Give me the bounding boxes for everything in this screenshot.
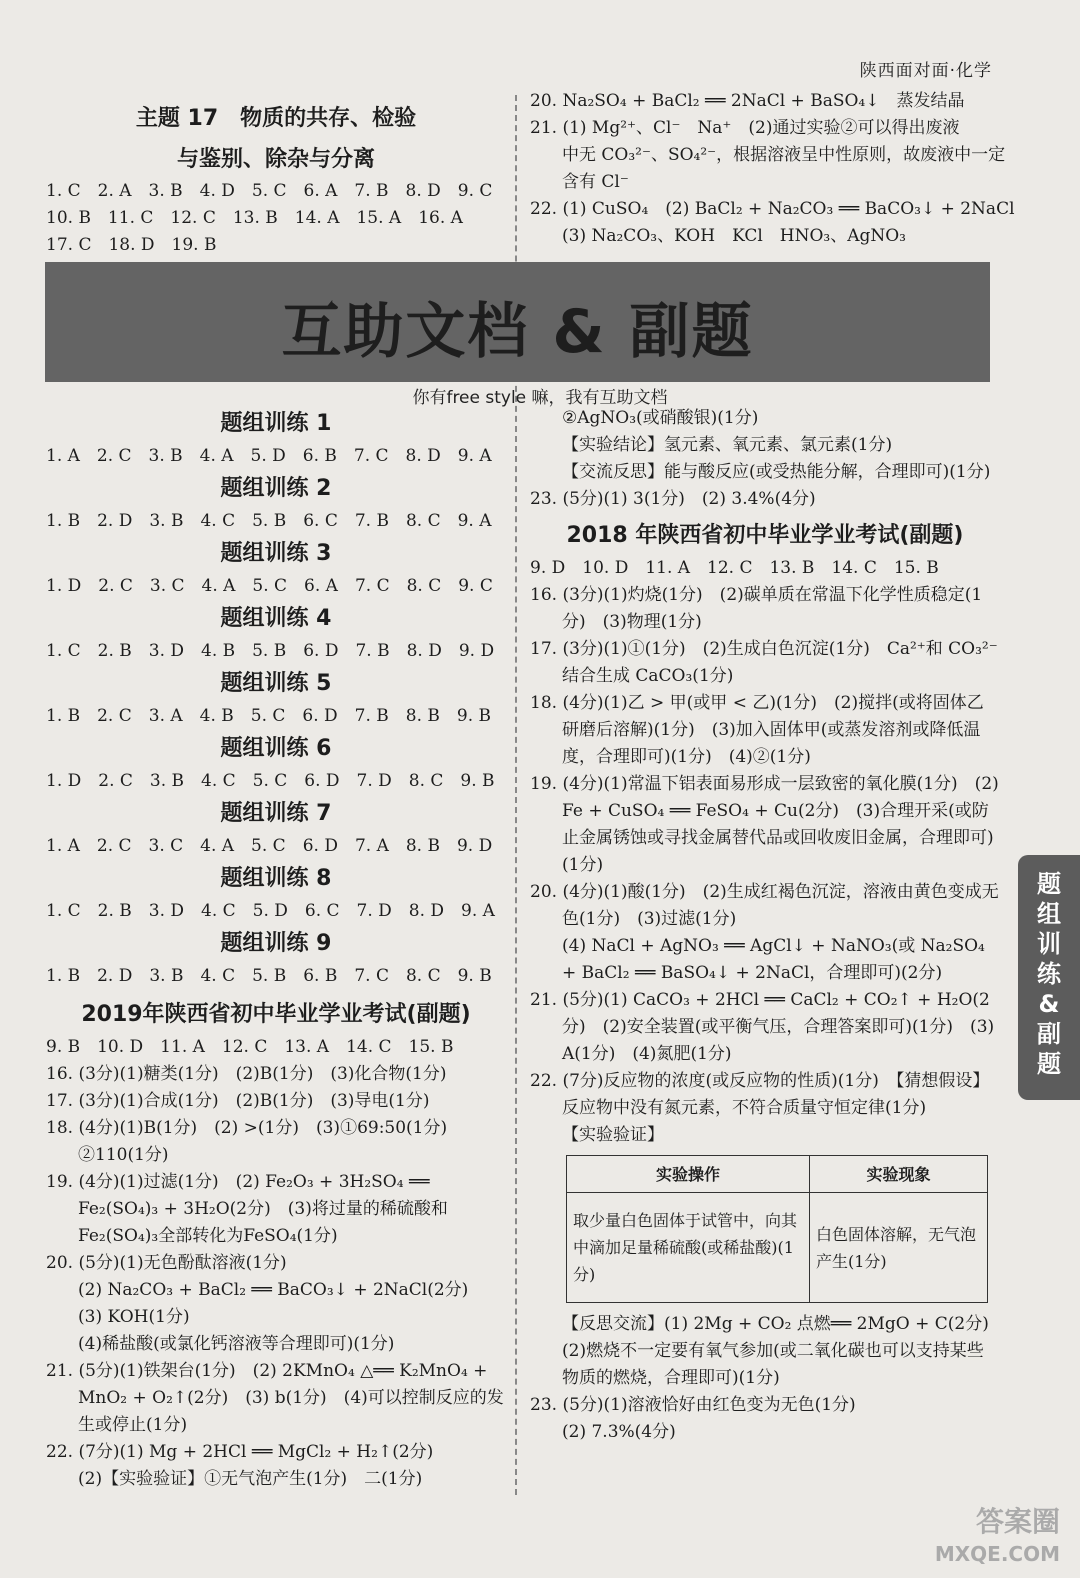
side-tab-char: &	[1038, 990, 1060, 1018]
group-answers: 1. D 2. C 3. C 4. A 5. C 6. A 7. C 8. C 9. C	[46, 576, 493, 596]
left-column-lower	[46, 405, 506, 1493]
answer-line: 【实验验证】	[562, 1125, 664, 1145]
answer-line: 9. B 10. D 11. A 12. C 13. A 14. C 15. B	[46, 1037, 454, 1057]
side-tab-char: 副	[1037, 1020, 1061, 1048]
side-tab-char: 题	[1037, 870, 1061, 898]
group-answers: 1. B 2. C 3. A 4. B 5. C 6. D 7. B 8. B 9. B	[46, 706, 491, 726]
watermark-logo	[935, 1506, 1060, 1570]
page-header: 陕西面对面·化学	[859, 61, 992, 81]
group-answers: 1. B 2. D 3. B 4. C 5. B 6. C 7. B 8. C 9. A	[46, 511, 492, 531]
answer-line: 23. (5分)(1)溶液恰好由红色变为无色(1分)	[530, 1395, 856, 1415]
answer-line: 16. (3分)(1)灼烧(1分) (2)碳单质在常温下化学性质稳定(1分) (3)物理(1分)	[530, 585, 983, 632]
answer-row: 10. B 11. C 12. C 13. B 14. A 15. A 16. A	[46, 208, 463, 228]
group-title: 题组训练 7	[220, 801, 332, 826]
answer-row: 17. C 18. D 19. B	[46, 235, 217, 255]
right-column-lower	[530, 405, 1000, 1446]
answer-line: (2)燃烧不一定要有氧气参加(或二氧化碳也可以支持某些物质的燃烧，合理即可)(1分)	[562, 1341, 984, 1388]
answer-row: 1. C 2. A 3. B 4. D 5. C 6. A 7. B 8. D 9. C	[46, 181, 493, 201]
group-title: 题组训练 5	[220, 671, 332, 696]
answer-line: 9. D 10. D 11. A 12. C 13. B 14. C 15. B	[530, 558, 939, 578]
watermark-url: MXQE.COM	[934, 1542, 1060, 1566]
answer-line: 18. (4分)(1)B(1分) (2) >(1分) (3)①69:50(1分) ②110(1分)	[46, 1118, 465, 1165]
answer-line: 16. (3分)(1)糖类(1分) (2)B(1分) (3)化合物(1分)	[46, 1064, 447, 1084]
answer-line: (4) NaCl + AgNO₃ ══ AgCl↓ + NaNO₃(或 Na₂SO₄ + BaCl₂ ══ BaSO₄↓ + 2NaCl，合理即可)(2分)	[562, 936, 985, 983]
answer-line: 21. (1) Mg²⁺、Cl⁻ Na⁺ (2)通过实验②可以得出废液	[530, 118, 960, 138]
group-title: 题组训练 3	[220, 541, 332, 566]
answer-line: 【交流反思】能与酸反应(或受热能分解，合理即可)(1分)	[562, 462, 991, 482]
group-title: 题组训练 8	[220, 866, 332, 891]
banner-title: 互助文档 & 副题	[281, 297, 754, 367]
group-answers: 1. A 2. C 3. B 4. A 5. D 6. B 7. C 8. D 9. A	[46, 446, 492, 466]
exam-2018-title: 2018 年陕西省初中毕业学业考试(副题)	[566, 523, 964, 548]
answer-line: 18. (4分)(1)乙 > 甲(或甲 < 乙)(1分) (2)搅拌(或将固体乙研磨后溶解)(1分) (3)加入固体甲(或蒸发溶剂或降低温度，合理即可)(1分) (4)②(1分)	[530, 693, 984, 767]
answer-line: 【实验结论】氢元素、氧元素、氯元素(1分)	[562, 435, 893, 455]
answer-line: 19. (4分)(1)过滤(1分) (2) Fe₂O₃ + 3H₂SO₄ ══ Fe₂(SO₄)₃ + 3H₂O(2分) (3)将过量的稀硫酸和Fe₂(SO₄)₃全部转化为FeSO₄(1分)	[46, 1172, 448, 1246]
answer-line: (2)【实验验证】①无气泡产生(1分) 二(1分)	[78, 1469, 423, 1489]
table-cell: 白色固体溶解，无气泡产生(1分)	[810, 1193, 988, 1303]
answer-line: 22. (1) CuSO₄ (2) BaCl₂ + Na₂CO₃ ══ BaCO₃↓ + 2NaCl	[530, 199, 1015, 219]
group-title: 题组训练 6	[220, 736, 332, 761]
answer-line: 中无 CO₃²⁻、SO₄²⁻，根据溶液呈中性原则，故废液中一定	[562, 145, 1006, 165]
answer-line: 20. Na₂SO₄ + BaCl₂ ══ 2NaCl + BaSO₄↓ 蒸发结晶	[530, 91, 965, 111]
answer-line: 22. (7分)(1) Mg + 2HCl ══ MgCl₂ + H₂↑(2分)	[46, 1442, 434, 1462]
group-answers: 1. A 2. C 3. C 4. A 5. C 6. D 7. A 8. B 9. D	[46, 836, 493, 856]
answer-line: 17. (3分)(1)合成(1分) (2)B(1分) (3)导电(1分)	[46, 1091, 430, 1111]
table-header: 实验现象	[810, 1156, 988, 1193]
watermark-text: 答案圈	[975, 1505, 1060, 1538]
answer-line: ②AgNO₃(或硝酸银)(1分)	[562, 408, 759, 428]
answer-line: 22. (7分)反应物的浓度(或反应物的性质)(1分) 【猜想假设】反应物中没有氮元素，不符合质量守恒定律(1分)	[530, 1071, 990, 1118]
answer-line: 20. (5分)(1)无色酚酞溶液(1分)	[46, 1253, 287, 1273]
answer-line: 23. (5分)(1) 3(1分) (2) 3.4%(4分)	[530, 489, 816, 509]
answer-line: 含有 Cl⁻	[562, 172, 629, 192]
side-tab-char: 题	[1037, 1050, 1061, 1078]
answer-line: (2) Na₂CO₃ + BaCl₂ ══ BaCO₃↓ + 2NaCl(2分)	[78, 1280, 469, 1300]
side-tab-char: 练	[1037, 960, 1061, 988]
side-tab[interactable]	[1018, 855, 1080, 1100]
answer-line: (2) 7.3%(4分)	[562, 1422, 676, 1442]
topic-title-2: 与鉴别、除杂与分离	[176, 147, 375, 172]
answer-line: 19. (4分)(1)常温下铝表面易形成一层致密的氧化膜(1分) (2) Fe + CuSO₄ ══ FeSO₄ + Cu(2分) (3)合理开采(或防止金属锈蚀或寻找金属替代品或回收废旧金属，合理即可)(1分)	[530, 774, 999, 875]
side-tab-char: 训	[1037, 930, 1061, 958]
answer-line: 21. (5分)(1) CaCO₃ + 2HCl ══ CaCl₂ + CO₂↑ + H₂O(2分) (2)安全装置(或平衡气压，合理答案即可)(1分) (3) A(1分) (4)氮肥(1分)	[530, 990, 995, 1064]
answer-line: 20. (4分)(1)酸(1分) (2)生成红褐色沉淀，溶液由黄色变成无色(1分) (3)过滤(1分)	[530, 882, 999, 929]
group-title: 题组训练 2	[220, 476, 332, 501]
group-title: 题组训练 9	[220, 931, 332, 956]
answer-line: (3) Na₂CO₃、KOH KCl HNO₃、AgNO₃	[562, 226, 907, 246]
answer-line: (4)稀盐酸(或氯化钙溶液等合理即可)(1分)	[78, 1334, 395, 1354]
group-answers: 1. B 2. D 3. B 4. C 5. B 6. B 7. C 8. C 9. B	[46, 966, 492, 986]
group-answers: 1. C 2. B 3. D 4. B 5. B 6. D 7. B 8. D 9. D	[46, 641, 495, 661]
answer-line: 17. (3分)(1)①(1分) (2)生成白色沉淀(1分) Ca²⁺和 CO₃²⁻ 结合生成 CaCO₃(1分)	[530, 639, 998, 686]
exam-2019-title: 2019年陕西省初中毕业学业考试(副题)	[81, 1002, 471, 1027]
experiment-table	[566, 1155, 988, 1303]
answer-line: 21. (5分)(1)铁架台(1分) (2) 2KMnO₄ △══ K₂MnO₄ + MnO₂ + O₂↑(2分) (3) b(1分) (4)可以控制反应的发生或停止(1分)	[46, 1361, 504, 1435]
table-header: 实验操作	[567, 1156, 810, 1193]
answer-line: 【反思交流】(1) 2Mg + CO₂ 点燃══ 2MgO + C(2分)	[562, 1314, 989, 1334]
answer-line: (3) KOH(1分)	[78, 1307, 190, 1327]
section-banner	[45, 262, 990, 382]
topic-title: 主题 17 物质的共存、检验	[135, 106, 417, 131]
side-tab-char: 组	[1037, 900, 1061, 928]
left-column-top	[46, 100, 506, 259]
group-title: 题组训练 4	[220, 606, 332, 631]
table-cell: 取少量白色固体于试管中，向其中滴加足量稀硫酸(或稀盐酸)(1分)	[567, 1193, 810, 1303]
group-title: 题组训练 1	[220, 411, 332, 436]
right-column-top	[530, 88, 1015, 250]
group-answers: 1. C 2. B 3. D 4. C 5. D 6. C 7. D 8. D 9. A	[46, 901, 495, 921]
group-answers: 1. D 2. C 3. B 4. C 5. C 6. D 7. D 8. C 9. B	[46, 771, 495, 791]
banner-subtitle: 你有free style 嘛，我有互助文档	[412, 388, 668, 408]
